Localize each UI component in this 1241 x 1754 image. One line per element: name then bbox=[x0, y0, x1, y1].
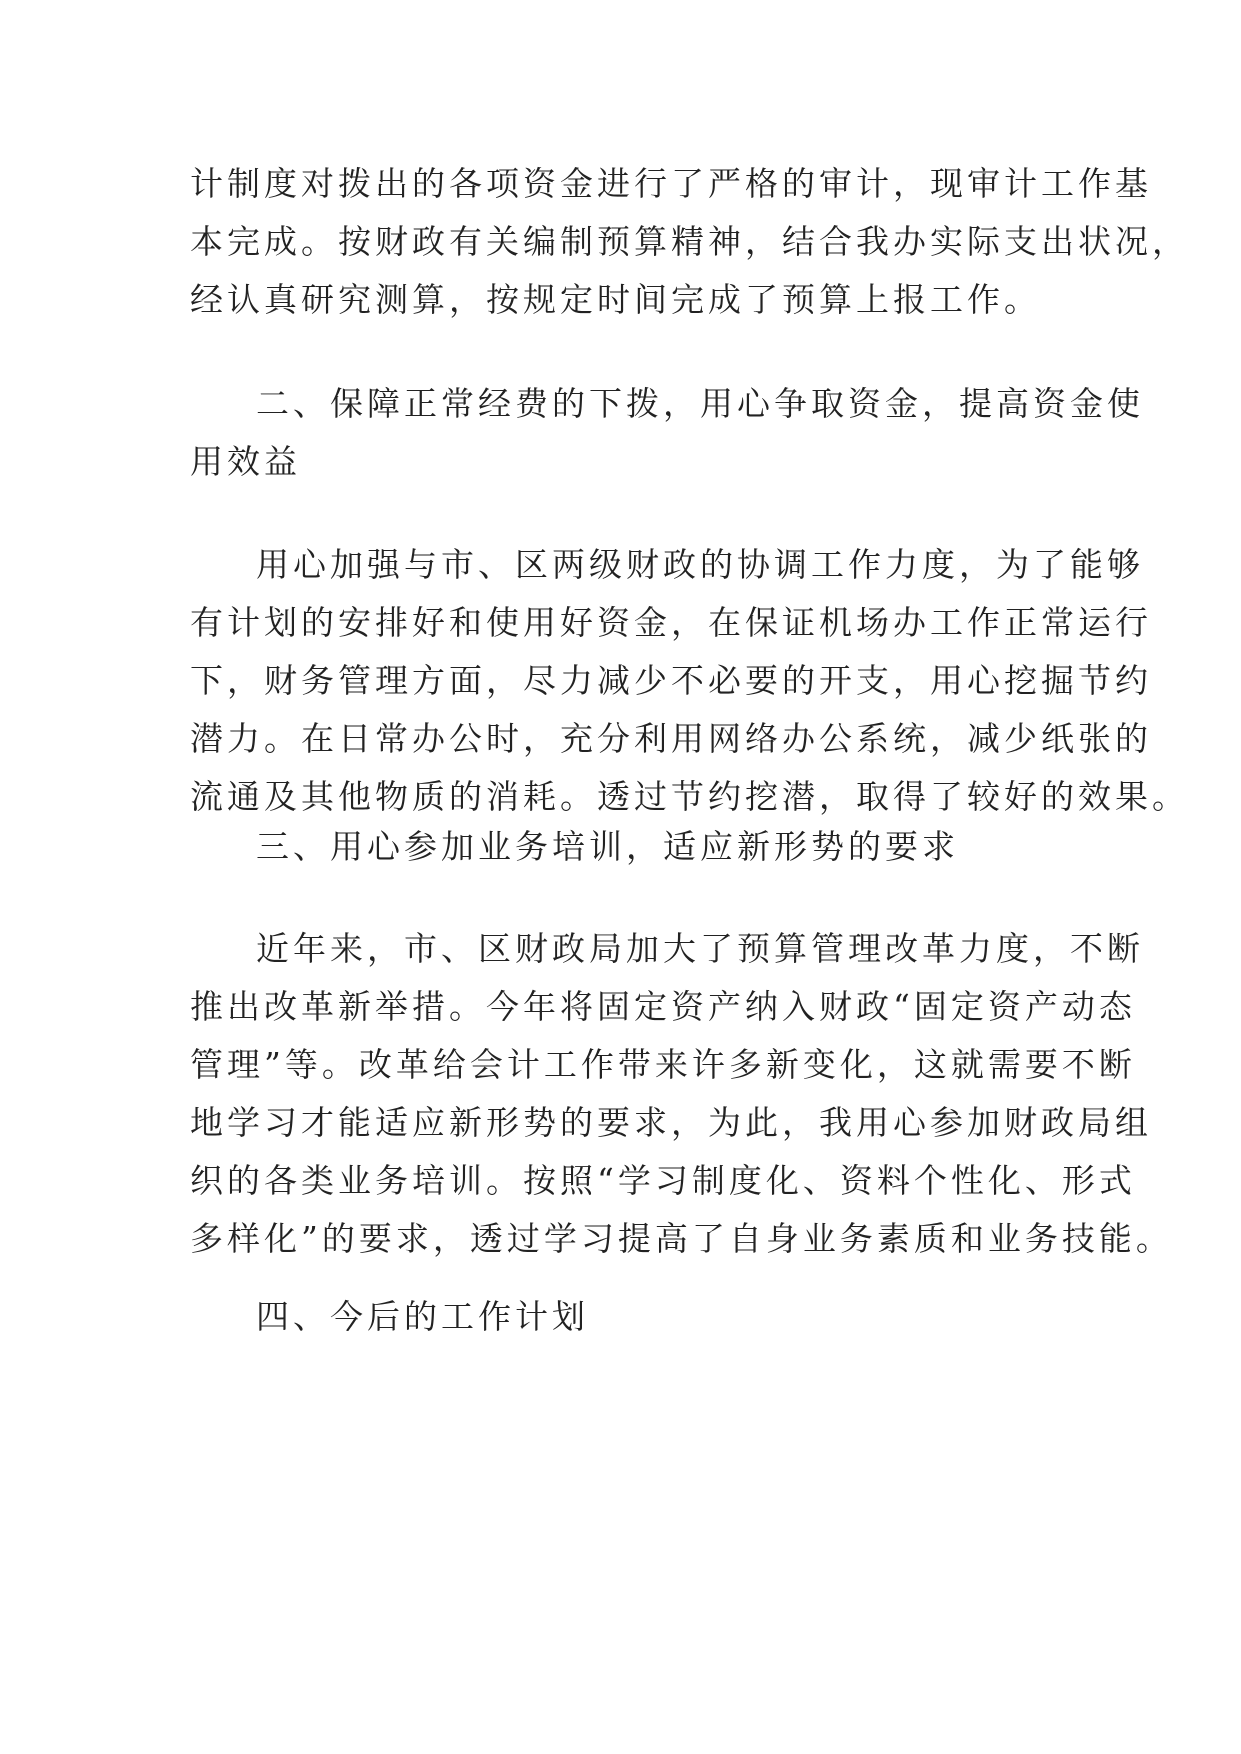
text-line: 下，财务管理方面，尽力减少不必要的开支，用心挖掘节约 bbox=[190, 661, 1152, 700]
text-line: 计制度对拨出的各项资金进行了严格的审计，现审计工作基 bbox=[190, 164, 1152, 203]
text-line: 四、今后的工作计划 bbox=[256, 1297, 589, 1336]
text-line: 有计划的安排好和使用好资金，在保证机场办工作正常运行 bbox=[190, 603, 1152, 642]
paragraph-training bbox=[190, 920, 1173, 1268]
text-line: 三、用心参加业务培训，适应新形势的要求 bbox=[256, 827, 959, 866]
text-line: 用心加强与市、区两级财政的协调工作力度，为了能够 bbox=[256, 545, 1144, 584]
text-line: 经认真研究测算，按规定时间完成了预算上报工作。 bbox=[190, 280, 1041, 319]
text-line: 潜力。在日常办公时，充分利用网络办公系统，减少纸张的 bbox=[190, 719, 1152, 758]
text-line: 本完成。按财政有关编制预算精神，结合我办实际支出状况， bbox=[190, 222, 1189, 261]
heading-section-4 bbox=[190, 1288, 1052, 1346]
text-line: 地学习才能适应新形势的要求，为此，我用心参加财政局组 bbox=[190, 1103, 1152, 1142]
text-line: 近年来，市、区财政局加大了预算管理改革力度，不断 bbox=[256, 929, 1144, 968]
text-line: 流通及其他物质的消耗。透过节约挖潜，取得了较好的效果。 bbox=[190, 777, 1189, 816]
heading-section-2 bbox=[190, 375, 1144, 491]
paragraph-budget-audit bbox=[190, 155, 1189, 329]
paragraph-funds-usage bbox=[190, 536, 1189, 826]
text-line: 多样化”的要求，透过学习提高了自身业务素质和业务技能。 bbox=[190, 1219, 1173, 1258]
text-line: 推出改革新举措。今年将固定资产纳入财政“固定资产动态 bbox=[190, 987, 1136, 1026]
text-line: 管理”等。改革给会计工作带来许多新变化，这就需要不断 bbox=[190, 1045, 1136, 1084]
text-line: 织的各类业务培训。按照“学习制度化、资料个性化、形式 bbox=[190, 1161, 1136, 1200]
text-line: 用效益 bbox=[190, 442, 301, 481]
heading-section-3 bbox=[190, 818, 1052, 876]
text-line: 二、保障正常经费的下拨，用心争取资金，提高资金使 bbox=[256, 384, 1144, 423]
